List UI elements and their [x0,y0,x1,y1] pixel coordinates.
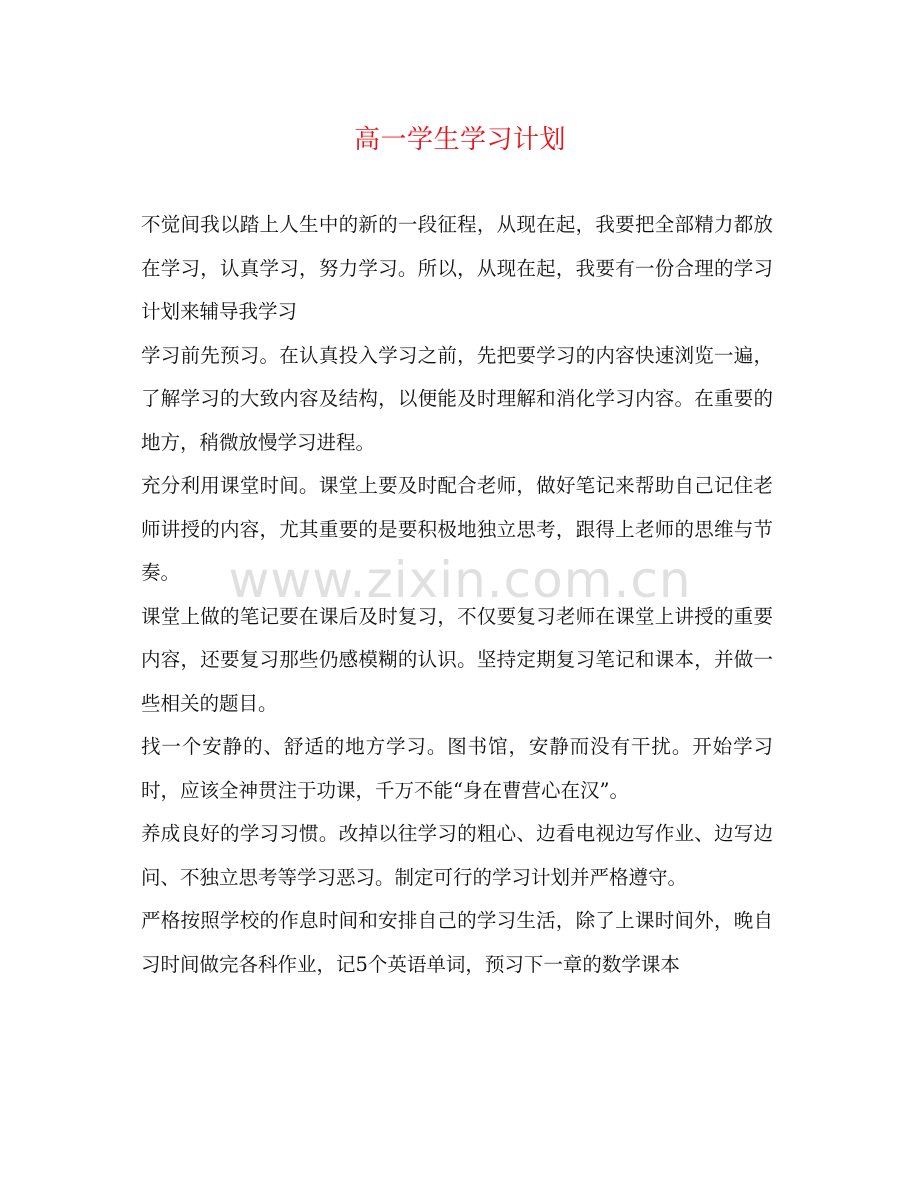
paragraph-habits: 养成良好的学习习惯。改掉以往学习的粗心、边看电视边写作业、边写边问、不独立思考等学习恶习。制定可行的学习计划并严格遵守。 [141,822,773,889]
document-title: 高一学生学习计划 [353,125,566,155]
paragraph-quiet-place: 找一个安静的、舒适的地方学习。图书馆，安静而没有干扰。开始学习时，应该全神贯注于功课，千万不能“身在曹营心在汉”。 [141,735,773,802]
paragraph-review: 课堂上做的笔记要在课后及时复习，不仅要复习老师在课堂上讲授的重要内容，还要复习那些仍感模糊的认识。坚持定期复习笔记和课本，并做一些相关的题目。 [141,604,773,715]
paragraph-class-time: 充分利用课堂时间。课堂上要及时配合老师，做好笔记来帮助自己记住老师讲授的内容，尤其重要的是要积极地独立思考，跟得上老师的思维与节奏。 [141,474,773,584]
document-body [141,203,773,986]
paragraph-schedule: 严格按照学校的作息时间和安排自己的学习生活，除了上课时间外，晚自习时间做完各科作业，记5个英语单词，预习下一章的数学课本 [141,909,773,976]
paragraph-preview: 学习前先预习。在认真投入学习之前，先把要学习的内容快速浏览一遍，了解学习的大致内容及结构，以便能及时理解和消化学习内容。在重要的地方，稍微放慢学习进程。 [141,343,773,454]
paragraph-intro: 不觉间我以踏上人生中的新的一段征程，从现在起，我要把全部精力都放在学习，认真学习，努力学习。所以，从现在起，我要有一份合理的学习计划来辅导我学习 [141,213,773,323]
watermark: www.zixin.com.cn [228,551,692,609]
